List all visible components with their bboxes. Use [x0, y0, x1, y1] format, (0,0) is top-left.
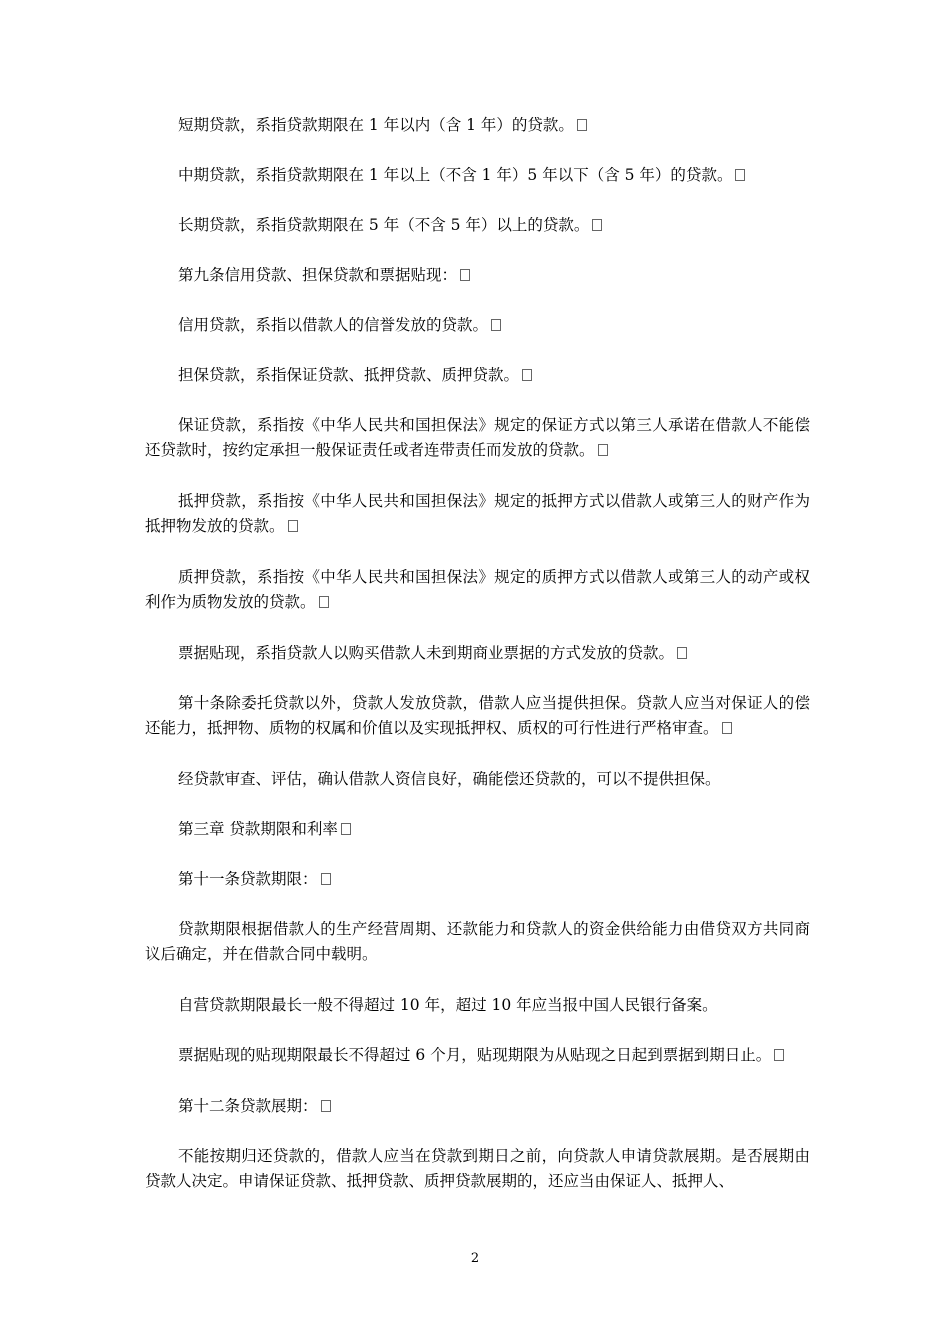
- paragraph-article-10: [145, 691, 810, 741]
- paragraph-discount-term: [145, 1043, 810, 1068]
- paragraph-mortgage-loan: [145, 489, 810, 539]
- box-glyph-icon: [592, 219, 602, 231]
- paragraph-loan-term: [145, 917, 810, 967]
- box-glyph-icon: [598, 444, 608, 456]
- paragraph-text: 第十二条贷款展期：: [178, 1097, 318, 1115]
- paragraph-text: 票据贴现，系指贷款人以购买借款人未到期商业票据的方式发放的贷款。: [178, 644, 675, 662]
- paragraph-article-9: [145, 263, 810, 288]
- paragraph-text: 自营贷款期限最长一般不得超过 10 年，超过 10 年应当报中国人民银行备案。: [178, 996, 718, 1014]
- box-glyph-icon: [522, 369, 532, 381]
- paragraph-text: 信用贷款，系指以借款人的信誉发放的贷款。: [178, 316, 489, 334]
- paragraph-self-operated-term: [145, 993, 810, 1018]
- paragraph-text: 抵押贷款，系指按《中华人民共和国担保法》规定的抵押方式以借款人或第三人的财产作为抵押物发放的贷款。: [145, 492, 810, 535]
- paragraph-pledge-loan: [145, 565, 810, 615]
- paragraph-text: 中期贷款，系指贷款期限在 1 年以上（不含 1 年）5 年以下（含 5 年）的贷款。: [178, 166, 733, 184]
- paragraph-article-11: [145, 867, 810, 892]
- paragraph-bill-discount: [145, 641, 810, 666]
- document-body: [145, 113, 810, 1220]
- paragraph-no-guarantee: [145, 767, 810, 792]
- paragraph-text: 短期贷款，系指贷款期限在 1 年以内（含 1 年）的贷款。: [178, 116, 574, 134]
- box-glyph-icon: [321, 1100, 331, 1112]
- paragraph-medium-term-loan: [145, 163, 810, 188]
- paragraph-guaranteed-loan: [145, 363, 810, 388]
- paragraph-text: 质押贷款，系指按《中华人民共和国担保法》规定的质押方式以借款人或第三人的动产或权利作为质物发放的贷款。: [145, 568, 810, 611]
- paragraph-chapter-3: [145, 817, 810, 842]
- box-glyph-icon: [735, 169, 745, 181]
- paragraph-text: 担保贷款，系指保证贷款、抵押贷款、质押贷款。: [178, 366, 520, 384]
- box-glyph-icon: [319, 596, 329, 608]
- box-glyph-icon: [677, 647, 687, 659]
- box-glyph-icon: [321, 873, 331, 885]
- box-glyph-icon: [722, 722, 732, 734]
- paragraph-credit-loan: [145, 313, 810, 338]
- box-glyph-icon: [774, 1049, 784, 1061]
- paragraph-text: 第十条除委托贷款以外，贷款人发放贷款，借款人应当提供担保。贷款人应当对保证人的偿还能力，抵押物、质物的权属和价值以及实现抵押权、质权的可行性进行严格审查。: [145, 694, 810, 737]
- paragraph-text: 第十一条贷款期限：: [178, 870, 318, 888]
- paragraph-text: 保证贷款，系指按《中华人民共和国担保法》规定的保证方式以第三人承诺在借款人不能偿还贷款时，按约定承担一般保证责任或者连带责任而发放的贷款。: [145, 416, 810, 459]
- box-glyph-icon: [460, 269, 470, 281]
- box-glyph-icon: [341, 823, 351, 835]
- paragraph-article-12: [145, 1094, 810, 1119]
- paragraph-text: 第九条信用贷款、担保贷款和票据贴现：: [178, 266, 458, 284]
- paragraph-text: 经贷款审查、评估，确认借款人资信良好，确能偿还贷款的，可以不提供担保。: [178, 770, 721, 788]
- paragraph-text: 不能按期归还贷款的，借款人应当在贷款到期日之前，向贷款人申请贷款展期。是否展期由贷款人决定。申请保证贷款、抵押贷款、质押贷款展期的，还应当由保证人、抵押人、: [145, 1147, 810, 1190]
- paragraph-short-term-loan: [145, 113, 810, 138]
- page-number: 2: [470, 1251, 480, 1266]
- box-glyph-icon: [288, 520, 298, 532]
- box-glyph-icon: [491, 319, 501, 331]
- paragraph-loan-extension: [145, 1144, 810, 1194]
- paragraph-text: 票据贴现的贴现期限最长不得超过 6 个月，贴现期限为从贴现之日起到票据到期日止。: [178, 1046, 772, 1064]
- paragraph-text: 长期贷款，系指贷款期限在 5 年（不含 5 年）以上的贷款。: [178, 216, 590, 234]
- paragraph-guarantee-loan: [145, 413, 810, 463]
- paragraph-text: 第三章 贷款期限和利率: [178, 820, 338, 838]
- box-glyph-icon: [577, 119, 587, 131]
- paragraph-text: 贷款期限根据借款人的生产经营周期、还款能力和贷款人的资金供给能力由借贷双方共同商议后确定，并在借款合同中载明。: [145, 920, 810, 963]
- paragraph-long-term-loan: [145, 213, 810, 238]
